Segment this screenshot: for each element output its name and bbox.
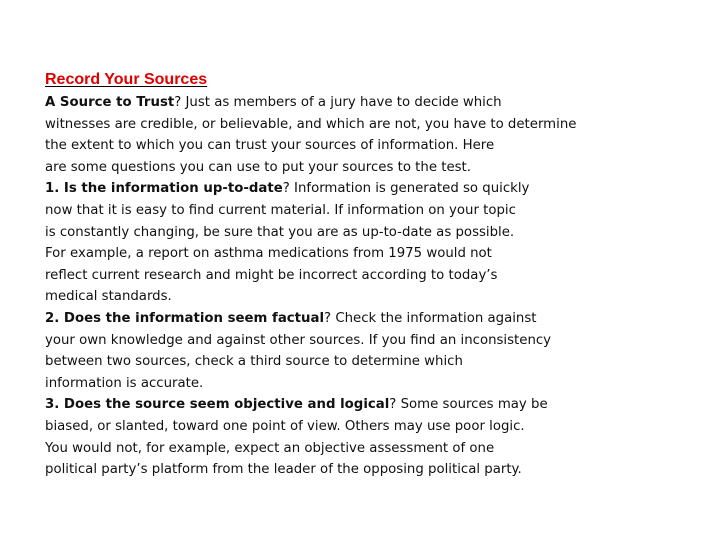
- intro-line: [45, 92, 685, 114]
- slide-title: Record Your Sources: [45, 71, 208, 88]
- question-2-line: your own knowledge and against other sources. If you find an inconsistency: [45, 332, 552, 348]
- question-3-text: ? Some sources may be: [389, 397, 548, 413]
- body-text: [45, 92, 685, 481]
- question-2-line: between two sources, check a third source to determine which: [45, 354, 463, 370]
- question-3-line: political party’s platform from the leader of the opposing political party.: [45, 462, 522, 478]
- question-1-text: ? Information is generated so quickly: [282, 181, 530, 197]
- intro-lead: A Source to Trust: [45, 95, 175, 110]
- intro-line-text: ? Just as members of a jury have to decide which: [174, 95, 502, 110]
- question-1-title: 1. Is the information up-to-date: [45, 181, 283, 197]
- question-2-line: [45, 308, 685, 330]
- question-1-line: reflect current research and might be incorrect according to today’s: [45, 267, 498, 283]
- question-2-line: information is accurate.: [45, 375, 204, 391]
- question-2-title: 2. Does the information seem factual: [45, 310, 325, 326]
- question-1-line: [45, 178, 685, 200]
- question-1-line: medical standards.: [45, 289, 172, 305]
- intro-line: witnesses are credible, or believable, and which are not, you have to determine: [45, 116, 577, 132]
- question-2-text: ? Check the information against: [324, 310, 537, 326]
- intro-line: the extent to which you can trust your sources of information. Here: [45, 138, 495, 154]
- question-1-line: For example, a report on asthma medications from 1975 would not: [45, 246, 492, 262]
- intro-line: are some questions you can use to put your sources to the test.: [45, 159, 471, 175]
- question-3-title: 3. Does the source seem objective and logical: [45, 397, 390, 413]
- question-3-line: You would not, for example, expect an objective assessment of one: [45, 440, 495, 456]
- question-1-line: now that it is easy to find current material. If information on your topic: [45, 202, 516, 218]
- question-3-line: [45, 394, 685, 416]
- question-3-line: biased, or slanted, toward one point of view. Others may use poor logic.: [45, 418, 525, 434]
- question-1-line: is constantly changing, be sure that you are as up-to-date as possible.: [45, 224, 515, 240]
